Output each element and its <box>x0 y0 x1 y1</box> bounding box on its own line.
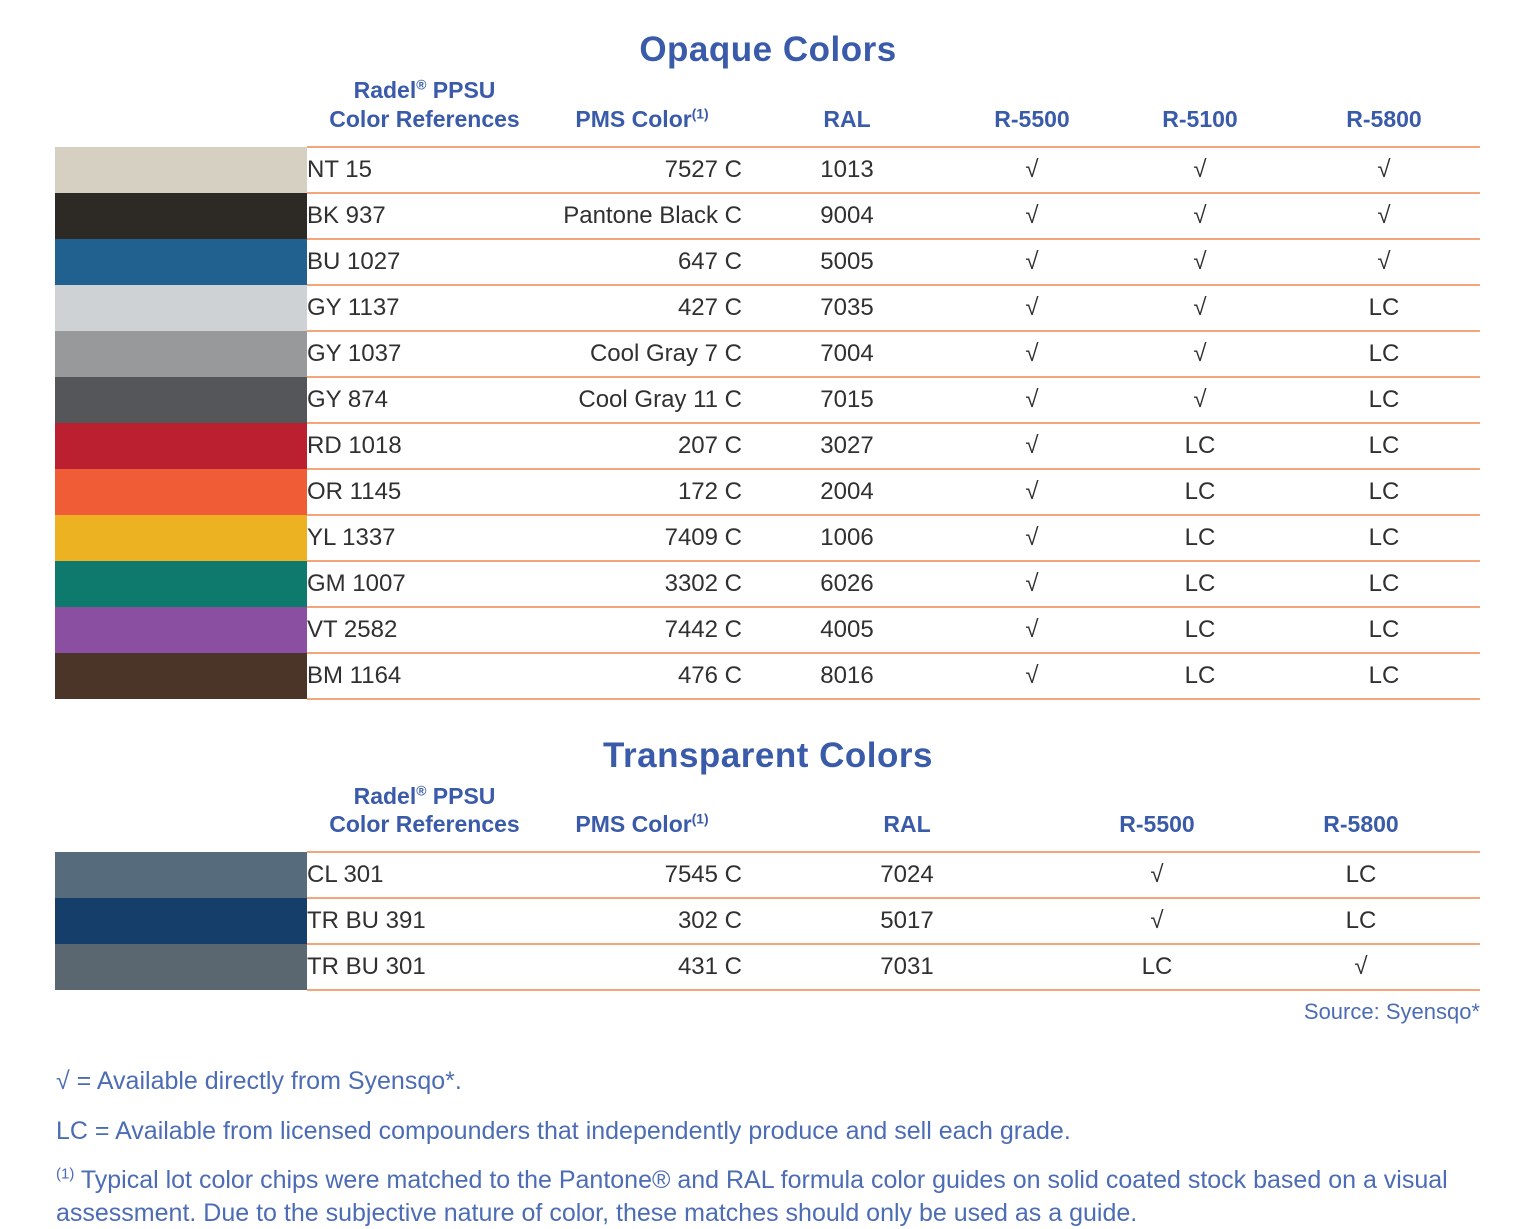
cell-ral: 7031 <box>742 944 1072 990</box>
cell-pms: 207 C <box>542 423 742 469</box>
cell-ral: 5017 <box>742 898 1072 944</box>
cell-ref: BU 1027 <box>307 239 542 285</box>
swatch-column-header <box>55 782 307 853</box>
header-ral: RAL <box>883 811 931 838</box>
cell-c5: √ <box>1112 193 1288 239</box>
cell-ral: 6026 <box>742 561 952 607</box>
color-swatch <box>55 561 307 607</box>
cell-pms: 7442 C <box>542 607 742 653</box>
header-r5800: R-5800 <box>1346 105 1422 132</box>
color-swatch <box>55 944 307 990</box>
cell-c4: √ <box>952 653 1112 699</box>
header-color-references <box>307 782 542 853</box>
cell-ral: 2004 <box>742 469 952 515</box>
opaque-color-row <box>55 423 1480 469</box>
cell-ref: VT 2582 <box>307 607 542 653</box>
opaque-color-row <box>55 515 1480 561</box>
cell-ral: 9004 <box>742 193 952 239</box>
cell-pms: Cool Gray 11 C <box>542 377 742 423</box>
legend <box>56 1065 1536 1229</box>
opaque-header-row <box>55 76 1480 147</box>
cell-c5: LC <box>1242 852 1480 898</box>
cell-c4: √ <box>952 423 1112 469</box>
cell-c5: √ <box>1112 147 1288 193</box>
cell-ref: YL 1337 <box>307 515 542 561</box>
cell-ral: 4005 <box>742 607 952 653</box>
transparent-color-row <box>55 898 1480 944</box>
transparent-color-row <box>55 944 1480 990</box>
source-note: Source: Syensqo* <box>1303 999 1480 1024</box>
color-swatch <box>55 239 307 285</box>
cell-ref: TR BU 391 <box>307 898 542 944</box>
cell-ref: RD 1018 <box>307 423 542 469</box>
cell-ral: 1013 <box>742 147 952 193</box>
header-ref-line1: Radel® PPSU <box>353 782 496 809</box>
header-r5500: R-5500 <box>994 105 1070 132</box>
cell-pms: Cool Gray 7 C <box>542 331 742 377</box>
color-swatch <box>55 147 307 193</box>
header-ref-line1: Radel® PPSU <box>353 77 496 103</box>
cell-c6: LC <box>1288 607 1480 653</box>
cell-c6: √ <box>1288 193 1480 239</box>
cell-pms: 3302 C <box>542 561 742 607</box>
cell-ral: 7015 <box>742 377 952 423</box>
cell-ral: 7024 <box>742 852 1072 898</box>
cell-c4: √ <box>952 515 1112 561</box>
cell-pms: 431 C <box>542 944 742 990</box>
color-swatch <box>55 515 307 561</box>
cell-ref: CL 301 <box>307 852 542 898</box>
footnote-ref-mark: (1) <box>691 811 709 827</box>
cell-c5: LC <box>1242 898 1480 944</box>
opaque-color-row <box>55 147 1480 193</box>
header-pms-color: PMS Color$^{(1)}$ <box>575 811 709 838</box>
cell-c4: √ <box>952 239 1112 285</box>
color-swatch <box>55 285 307 331</box>
cell-pms: 302 C <box>542 898 742 944</box>
cell-ref: GM 1007 <box>307 561 542 607</box>
opaque-color-row <box>55 377 1480 423</box>
header-ref-line2: Color References <box>329 105 520 132</box>
opaque-color-row <box>55 239 1480 285</box>
transparent-colors-table <box>55 782 1480 992</box>
color-swatch <box>55 852 307 898</box>
header-pms-color: PMS Color$^{(1)}$ <box>575 105 709 132</box>
cell-c6: LC <box>1288 561 1480 607</box>
opaque-color-row <box>55 653 1480 699</box>
header-ref-line2: Color References <box>329 811 520 838</box>
cell-c6: LC <box>1288 285 1480 331</box>
cell-c6: LC <box>1288 423 1480 469</box>
cell-ral: 3027 <box>742 423 952 469</box>
header-r5500: R-5500 <box>1119 811 1195 838</box>
cell-pms: 7545 C <box>542 852 742 898</box>
cell-c6: √ <box>1288 239 1480 285</box>
cell-c6: LC <box>1288 653 1480 699</box>
cell-c5: √ <box>1242 944 1480 990</box>
cell-ref: BM 1164 <box>307 653 542 699</box>
opaque-color-row <box>55 193 1480 239</box>
color-swatch <box>55 377 307 423</box>
footnote <box>56 1164 1451 1229</box>
cell-ref: OR 1145 <box>307 469 542 515</box>
cell-c4: √ <box>952 147 1112 193</box>
opaque-color-row <box>55 561 1480 607</box>
color-swatch <box>55 423 307 469</box>
cell-ral: 7004 <box>742 331 952 377</box>
color-swatch <box>55 653 307 699</box>
registered-mark: ® <box>416 77 427 93</box>
opaque-colors-title: Opaque Colors <box>639 30 897 69</box>
color-swatch <box>55 331 307 377</box>
cell-c6: LC <box>1288 377 1480 423</box>
cell-c4: √ <box>952 607 1112 653</box>
cell-ral: 1006 <box>742 515 952 561</box>
cell-pms: 172 C <box>542 469 742 515</box>
cell-c5: √ <box>1112 377 1288 423</box>
cell-c5: LC <box>1112 607 1288 653</box>
cell-c4: √ <box>1072 898 1242 944</box>
legend-check-definition: √ = Available directly from Syensqo*. <box>56 1067 462 1095</box>
cell-c6: √ <box>1288 147 1480 193</box>
cell-c5: √ <box>1112 239 1288 285</box>
cell-c5: √ <box>1112 285 1288 331</box>
header-ral: RAL <box>823 105 871 132</box>
cell-c6: LC <box>1288 469 1480 515</box>
cell-c4: √ <box>1072 852 1242 898</box>
cell-c4: √ <box>952 193 1112 239</box>
color-swatch <box>55 469 307 515</box>
footnote-text: Typical lot color chips were matched to the Pantone® and RAL formula color guides on solid coated stock based on a visual assessment. Due to the subjective nature of color, these matches should only be used as a guide. <box>56 1166 1448 1227</box>
opaque-color-row <box>55 607 1480 653</box>
registered-mark: ® <box>416 782 427 798</box>
transparent-colors-title: Transparent Colors <box>603 735 933 775</box>
cell-pms: 7409 C <box>542 515 742 561</box>
cell-ref: GY 1037 <box>307 331 542 377</box>
cell-c4: √ <box>952 285 1112 331</box>
header-r5100: R-5100 <box>1162 105 1238 132</box>
opaque-color-row <box>55 331 1480 377</box>
cell-c5: LC <box>1112 515 1288 561</box>
cell-pms: 647 C <box>542 239 742 285</box>
cell-ref: NT 15 <box>307 147 542 193</box>
cell-c5: LC <box>1112 423 1288 469</box>
header-color-references <box>307 76 542 147</box>
cell-c5: LC <box>1112 653 1288 699</box>
cell-c6: LC <box>1288 515 1480 561</box>
footnote-marker: (1) <box>56 1165 75 1183</box>
color-swatch <box>55 898 307 944</box>
legend-lc-definition: LC = Available from licensed compounders that independently produce and sell each grade. <box>56 1116 1071 1145</box>
opaque-color-row <box>55 285 1480 331</box>
opaque-colors-table <box>55 76 1480 700</box>
cell-ref: GY 874 <box>307 377 542 423</box>
cell-pms: 7527 C <box>542 147 742 193</box>
color-swatch <box>55 607 307 653</box>
cell-ref: TR BU 301 <box>307 944 542 990</box>
cell-c5: LC <box>1112 469 1288 515</box>
cell-c4: √ <box>952 331 1112 377</box>
cell-c5: √ <box>1112 331 1288 377</box>
cell-ral: 8016 <box>742 653 952 699</box>
opaque-color-row <box>55 469 1480 515</box>
cell-ref: BK 937 <box>307 193 542 239</box>
cell-c5: LC <box>1112 561 1288 607</box>
cell-c4: LC <box>1072 944 1242 990</box>
cell-c4: √ <box>952 561 1112 607</box>
cell-ref: GY 1137 <box>307 285 542 331</box>
header-r5800: R-5800 <box>1323 811 1399 838</box>
cell-pms: Pantone Black C <box>542 193 742 239</box>
transparent-color-row <box>55 852 1480 898</box>
color-swatch <box>55 193 307 239</box>
cell-ral: 7035 <box>742 285 952 331</box>
swatch-column-header <box>55 76 307 147</box>
cell-ral: 5005 <box>742 239 952 285</box>
cell-c4: √ <box>952 469 1112 515</box>
footnote-ref-mark: (1) <box>691 106 709 122</box>
cell-c6: LC <box>1288 331 1480 377</box>
transparent-header-row <box>55 782 1480 853</box>
cell-pms: 476 C <box>542 653 742 699</box>
cell-pms: 427 C <box>542 285 742 331</box>
cell-c4: √ <box>952 377 1112 423</box>
